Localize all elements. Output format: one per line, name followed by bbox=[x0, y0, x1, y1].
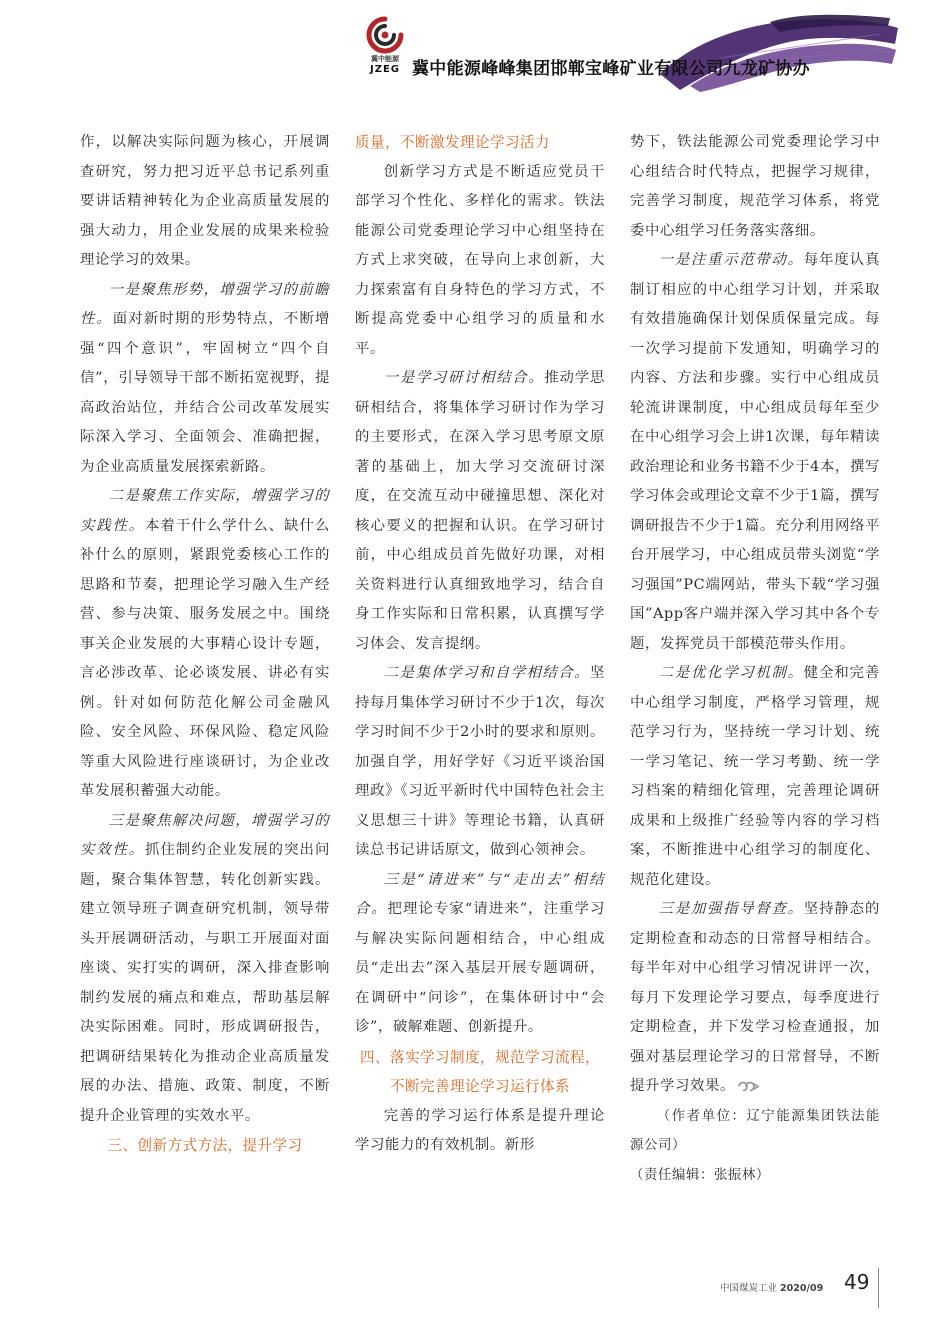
paragraph: 完善的学习运行体系是提升理论学习能力的有效机制。新形 bbox=[355, 1107, 605, 1153]
page-number: 49 bbox=[844, 1270, 870, 1294]
logo-text-cn: 冀中能源 bbox=[371, 55, 399, 63]
page-footer bbox=[720, 1270, 890, 1308]
paragraph-body: 本着干什么学什么、缺什么补什么的原则，紧跟党委核心工作的思路和节奏，把理论学习融入生产经营、参与决策、服务发展之中。围绕事关企业发展的大事精心设计专题，言必涉改革、论必谈发展、讲必有实例。针对如何防范化解公司金融风险、安全风险、环保风险、稳定风险等重大风险进行座谈研讨，为企业改革发展积蓄强大动能。 bbox=[80, 517, 330, 799]
article-end-mark-icon bbox=[737, 1081, 759, 1092]
page-header bbox=[0, 0, 950, 110]
paragraph-lead: 二是集体学习和自学相结合。 bbox=[383, 665, 590, 681]
section-heading-3: 三、创新方式方法，提升学习 bbox=[107, 1137, 303, 1154]
paragraph-body: 面对新时期的形势特点，不断增强“四个意识”，牢固树立“四个自信”，引导领导干部不断拓宽视野，提高政治站位，并结合公司改革发展实际深入学习、全面领会、准确把握，为企业高质量发展探索新路。 bbox=[80, 311, 330, 475]
article-column-3 bbox=[630, 128, 880, 1190]
paragraph-lead: 一是学习研讨相结合。 bbox=[383, 370, 545, 386]
paragraph: 势下，铁法能源公司党委理论学习中心组结合时代特点，把握学习规律，完善学习制度，规范学习体系，将党委中心组学习任务落实落细。 bbox=[630, 134, 880, 239]
paragraph: 创新学习方式是不断适应党员干部学习个性化、多样化的需求。铁法能源公司党委理论学习中心组坚持在方式上求突破，在导向上求创新，大力探索富有自身特色的学习方式，不断提高党委中心组学习的质量和水平。 bbox=[355, 163, 605, 357]
paragraph-body: 抓住制约企业发展的突出问题，聚合集体智慧，转化创新实践。建立领导班子调查研究机制，领导带头开展调研活动，与职工开展面对面座谈、实打实的调研，深入排查影响制约发展的痛点和难点，帮助基层解决实际困难。同时，形成调研报告，把调研结果转化为推动企业高质量发展的办法、措施、政策、制度，不断提升企业管理的实效水平。 bbox=[80, 842, 330, 1124]
paragraph-body: 坚持每月集体学习研讨不少于1次，每次学习时间不少于2小时的要求和原则。加强自学，用好学好《习近平谈治国理政》《习近平新时代中国特色社会主义思想三十讲》等理论书籍，认真研读总书记讲话原文，做到心领神会。 bbox=[355, 665, 605, 858]
footer-divider bbox=[878, 1268, 879, 1308]
logo-text-en: JZEG bbox=[369, 64, 400, 75]
article-column-1 bbox=[80, 128, 330, 1161]
paragraph bbox=[355, 866, 605, 1043]
footer-magazine bbox=[720, 1280, 823, 1294]
paragraph bbox=[355, 364, 605, 659]
author-affiliation: （作者单位：辽宁能源集团铁法能源公司） bbox=[630, 1108, 880, 1153]
paragraph-body: 坚持静态的定期检查和动态的日常督导相结合。每半年对中心组学习情况讲评一次，每月下发理论学习要点，每季度进行定期检查，并下发学习检查通报，加强对基层理论学习的日常督导，不断提升学习效果。 bbox=[630, 901, 880, 1094]
paragraph bbox=[355, 659, 605, 866]
footer-issue: 2020/09 bbox=[780, 1283, 824, 1294]
paragraph-body: 健全和完善中心组学习制度，严格学习管理，规范学习行为，坚持统一学习计划、统一学习笔记、统一学习考勤、统一学习档案的精细化管理，完善理论调研成果和上级推广经验等内容的学习档案，不断推进中心组学习的制度化、规范化建设。 bbox=[630, 665, 880, 888]
paragraph-lead: 一是注重示范带动。 bbox=[658, 252, 804, 268]
paragraph-body: 把理论专家“请进来”，注重学习与解决实际问题相结合，中心组成员“走出去”深入基层开展专题调研，在调研中“问诊”，在集体研讨中“会诊”，破解难题、创新提升。 bbox=[355, 901, 605, 1035]
paragraph bbox=[630, 659, 880, 895]
paragraph bbox=[80, 482, 330, 807]
paragraph bbox=[80, 276, 330, 483]
paragraph-lead: 一是聚焦形势，增强学习的前瞻性。 bbox=[80, 281, 330, 327]
paragraph-body: 推动学思研相结合，将集体学习研讨作为学习的主要形式，在深入学习思考原文原著的基础上，加大学习交流研讨深度，在交流互动中碰撞思想、深化对核心要义的把握和认识。在学习研讨前，中心组成员首先做好功课，对相关资料进行认真细致地学习，结合自身工作实际和日常积累，认真撰写学习体会、发言提纲。 bbox=[355, 370, 605, 652]
header-banner-title: 冀中能源峰峰集团邯郸宝峰矿业有限公司九龙矿协办 bbox=[412, 59, 810, 79]
brush-stroke-decoration bbox=[650, 14, 900, 92]
paragraph bbox=[630, 246, 880, 659]
section-heading-3-continued: 质量，不断激发理论学习活力 bbox=[355, 134, 550, 151]
paragraph-lead: 三是加强指导督查。 bbox=[658, 901, 804, 917]
section-heading-4: 四、落实学习制度，规范学习流程，不断完善理论学习运行体系 bbox=[360, 1048, 600, 1095]
footer-magazine-name: 中国煤炭工业 bbox=[720, 1283, 778, 1294]
paragraph: 作，以解决实际问题为核心，开展调查研究，努力把习近平总书记系列重要讲话精神转化为企业高质量发展的强大动力，用企业发展的成果来检验理论学习的效果。 bbox=[80, 134, 330, 268]
responsible-editor: （责任编辑：张振林） bbox=[630, 1167, 770, 1183]
paragraph bbox=[630, 895, 880, 1102]
company-logo bbox=[362, 16, 408, 80]
logo-mark-icon bbox=[366, 16, 404, 54]
paragraph-lead: 二是优化学习机制。 bbox=[658, 665, 804, 681]
article-column-2 bbox=[355, 128, 605, 1161]
paragraph-lead: 三是“请进来”与“走出去”相结合。 bbox=[355, 871, 605, 917]
paragraph bbox=[80, 807, 330, 1132]
paragraph-lead: 三是聚焦解决问题，增强学习的实效性。 bbox=[80, 812, 330, 858]
paragraph-body: 每年度认真制订相应的中心组学习计划，并采取有效措施确保计划保质保量完成。每一次学习提前下发通知，明确学习的内容、方法和步骤。实行中心组成员轮流讲课制度，中心组成员每年至少在中心组学习会上讲1次课，每年精读政治理论和业务书籍不少于4本，撰写学习体会或理论文章不少于1篇，撰写调研报告不少于1篇。充分利用网络平台开展学习，中心组成员带头浏览“学习强国”PC端网站，带头下载“学习强国”App客户端并深入学习其中各个专题，发挥党员干部模范带头作用。 bbox=[630, 252, 880, 652]
paragraph-lead: 二是聚焦工作实际，增强学习的实践性。 bbox=[80, 488, 330, 534]
